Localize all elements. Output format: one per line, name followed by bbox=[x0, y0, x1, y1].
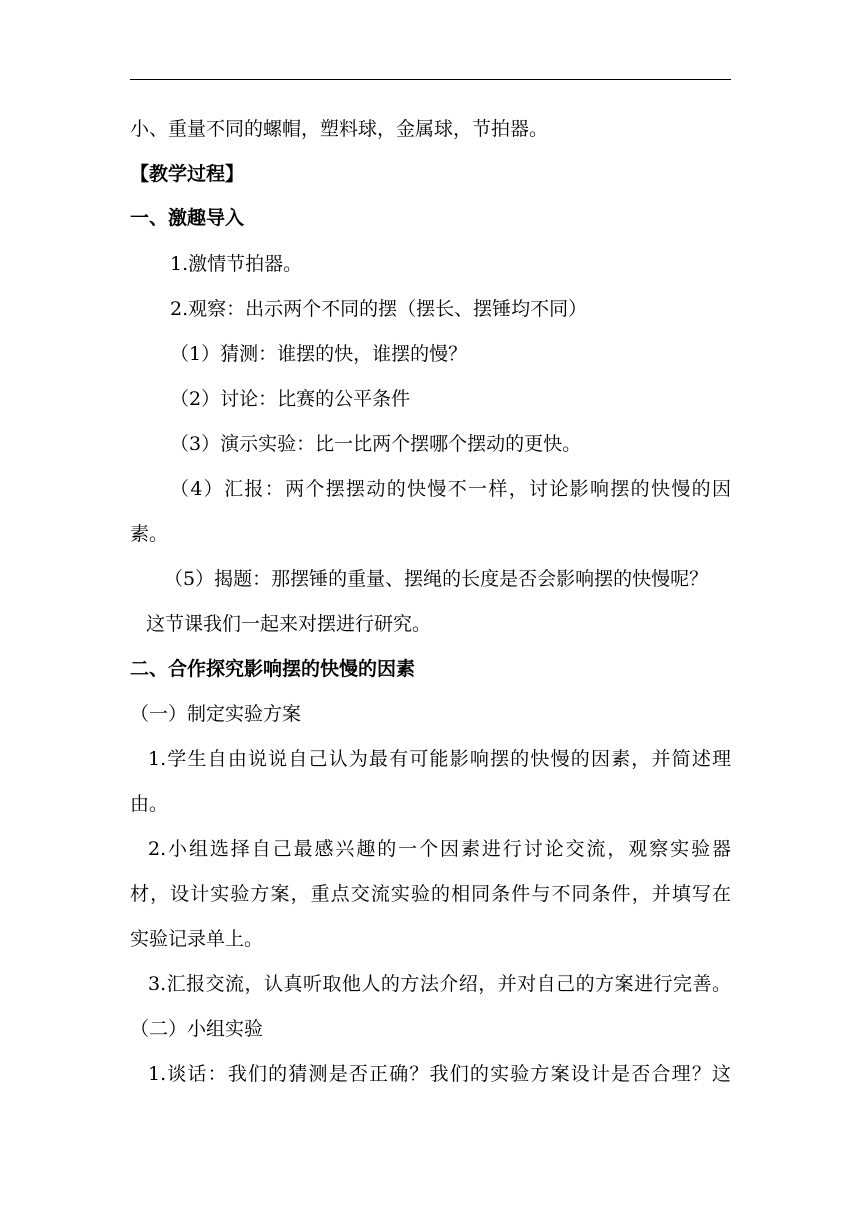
paragraph-line: （4）汇报：两个摆摆动的快慢不一样，讨论影响摆的快慢的因 bbox=[170, 478, 731, 500]
subsection-heading-plan: （一）制定实验方案 bbox=[130, 703, 302, 725]
materials-line: 小、重量不同的螺帽，塑料球，金属球，节拍器。 bbox=[130, 118, 549, 140]
paragraph-line: 由。 bbox=[130, 793, 169, 815]
paragraph-line: （1）猜测：谁摆的快，谁摆的慢？ bbox=[170, 343, 468, 365]
paragraph-line: （2）讨论：比赛的公平条件 bbox=[170, 388, 411, 410]
paragraph-line: 素。 bbox=[130, 523, 169, 545]
paragraph-line: 3.汇报交流，认真听取他人的方法介绍，并对自己的方案进行完善。 bbox=[148, 973, 731, 995]
paragraph-line: （5）揭题：那摆锤的重量、摆绳的长度是否会影响摆的快慢呢？ bbox=[164, 568, 709, 590]
section-heading-cooperative-inquiry: 二、合作探究影响摆的快慢的因素 bbox=[130, 658, 416, 680]
paragraph-line: （3）演示实验：比一比两个摆哪个摆动的更快。 bbox=[170, 433, 582, 455]
paragraph-line: 1.激情节拍器。 bbox=[170, 253, 303, 275]
paragraph-line: 这节课我们一起来对摆进行研究。 bbox=[146, 613, 432, 635]
paragraph-line: 实验记录单上。 bbox=[130, 928, 264, 950]
paragraph-line: 1.谈话：我们的猜测是否正确？我们的实验方案设计是否合理？这 bbox=[148, 1063, 731, 1085]
section-heading-intro: 一、激趣导入 bbox=[130, 207, 245, 229]
paragraph-line: 2.小组选择自己最感兴趣的一个因素进行讨论交流，观察实验器 bbox=[148, 838, 731, 860]
section-heading-teaching-process: 【教学过程】 bbox=[130, 163, 245, 185]
paragraph-line: 2.观察：出示两个不同的摆（摆长、摆锤均不同） bbox=[170, 298, 588, 320]
paragraph-line: 材，设计实验方案，重点交流实验的相同条件与不同条件，并填写在 bbox=[130, 883, 731, 905]
paragraph-line: 1.学生自由说说自己认为最有可能影响摆的快慢的因素，并简述理 bbox=[148, 748, 731, 770]
header-rule bbox=[130, 79, 731, 80]
subsection-heading-group-experiment: （二）小组实验 bbox=[130, 1018, 264, 1040]
